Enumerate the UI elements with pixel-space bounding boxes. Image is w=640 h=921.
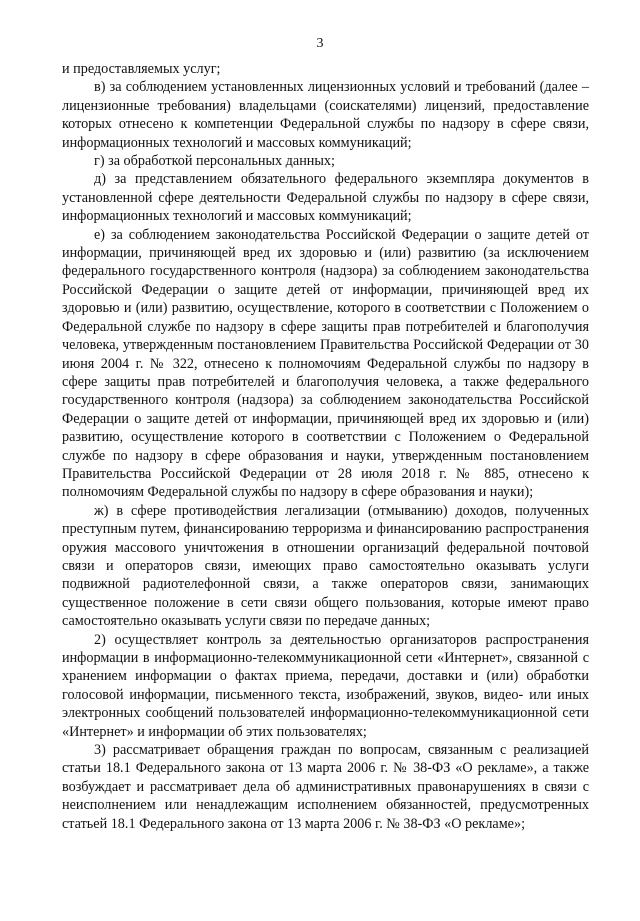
paragraph-item-g: г) за обработкой персональных данных; [94,153,335,170]
document-body [62,60,589,833]
paragraph-item-d: д) за представлением обязательного федерального экземпляра документов в установленной сфере деятельности Федеральной службы по надзору в сфере связи, информационных технологий и массовых коммуникаций; [62,171,589,225]
paragraph-item-v: в) за соблюдением установленных лицензионных условий и требований (далее – лицензионные требования) владельцами (соискателями) лицензий, предоставление которых отнесено к компетенции Федеральной службы по надзору в сфере связи, информационных технологий и массовых коммуникаций; [62,79,589,151]
paragraph-item-3: 3) рассматривает обращения граждан по вопросам, связанным с реализацией статьи 18.1 Федерального закона от 13 марта 2006 г. № 38-ФЗ «О рекламе», а также возбуждает и рассматривает дела об административных правонарушениях в связи с неисполнением или ненадлежащим исполнением обязанностей, предусмотренных статьей 18.1 Федерального закона от 13 марта 2006 г. № 38-ФЗ «О рекламе»; [62,742,589,832]
paragraph-item-2: 2) осуществляет контроль за деятельностью организаторов распространения информации в информационно-телекоммуникационной сети «Интернет», связанной с хранением информации о фактах приема, передачи, доставки и (или) обработки голосовой информации, письменного текста, изображений, звуков, видео- или иных электронных сообщений пользователей информационно-телекоммуникационной сети «Интернет» и информации об этих пользователях; [62,631,589,740]
paragraph-item-zh: ж) в сфере противодействия легализации (отмыванию) доходов, полученных преступным путем, финансированию терроризма и финансированию распространения оружия массового уничтожения в отношении организаций федеральной почтовой связи и операторов связи, имеющих право самостоятельно оказывать услуги подвижной радиотелефонной связи, а также операторов связи, занимающих существенное положение в сети связи общего пользования, которые имеют право самостоятельно оказывать услуги связи по передаче данных; [62,502,589,630]
page-number: 3 [316,36,324,51]
paragraph-continuation: и предоставляемых услуг; [62,61,221,77]
paragraph-item-e: е) за соблюдением законодательства Российской Федерации о защите детей от информации, причиняющей вред их здоровью и (или) развитию (за исключением федерального государственного контроля (надзора) за соблюдением законодательства Российской Федерации о защите детей от информации, причиняющей вред их здоровью и (или) развитию, осуществление, которого в соответствии с Положением о Федеральной службе по надзору в сфере защиты прав потребителей и благополучия человека, утвержденным постановлением Правительства Российской Федерации от 30 июня 2004 г. № 322, отнесено к полномочиям Федеральной службы по надзору в сфере защиты прав потребителей и благополучия человека, а также федерального государственного контроля (надзора) за соблюдением законодательства Российской Федерации о защите детей от информации, причиняющей вред их здоровью и (или) развитию, осуществление которого в соответствии с Положением о Федеральной службе по надзору в сфере образования и науки, утвержденным постановлением Правительства Российской Федерации от 28 июля 2018 г. № 885, отнесено к полномочиям Федеральной службы по надзору в сфере образования и науки); [62,226,589,501]
